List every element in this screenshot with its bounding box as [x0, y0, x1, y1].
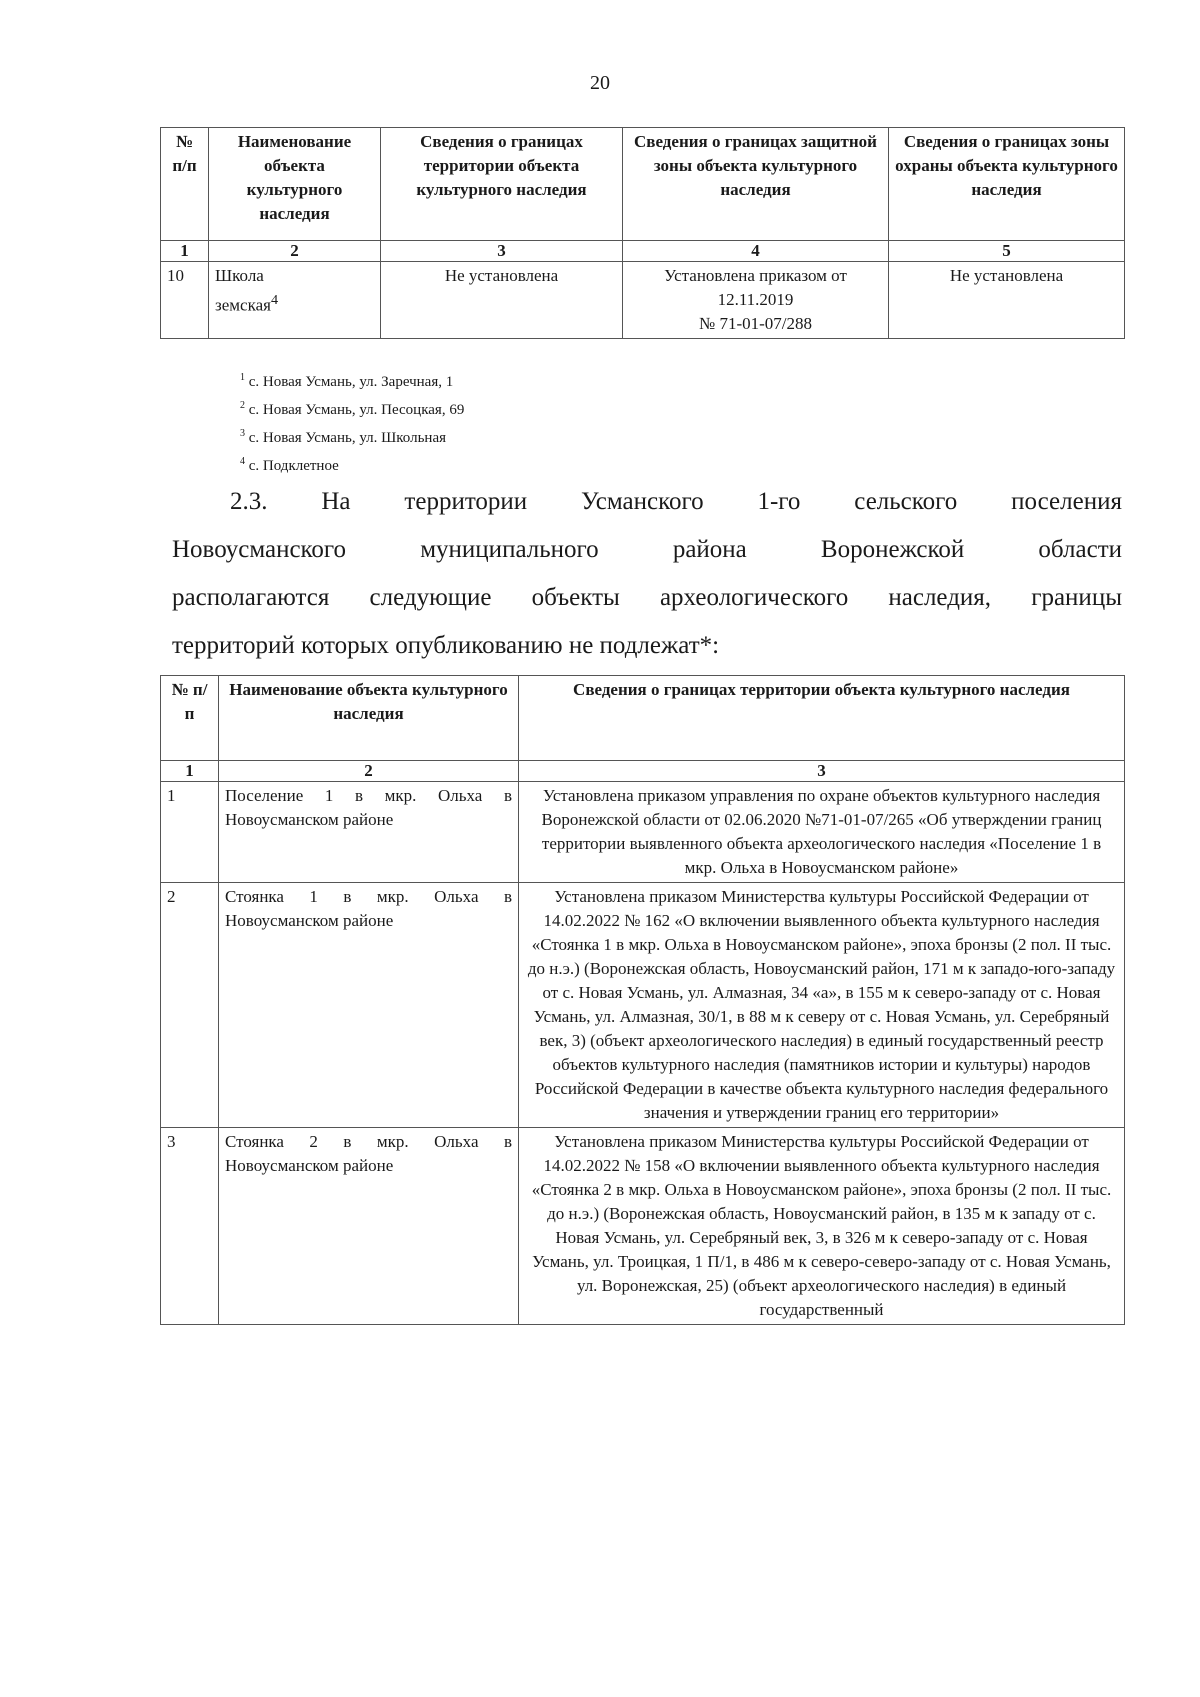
territory-info: Установлена приказом управления по охране объектов культурного наследия Воронежской области от 02.06.2020 №71-01-07/265 «Об утверждении границ территории выявленного объекта археологического наследия «Поселение 1 в мкр. Ольха в Новоусманском районе»: [519, 782, 1125, 883]
object-name: Поселение 1 в мкр. Ольха в Новоусманском районе: [219, 782, 519, 883]
header-cell: Наименование объекта культурного наследия: [209, 128, 381, 241]
column-number: 3: [381, 241, 623, 262]
footnotes: [240, 366, 464, 478]
object-name: Стоянка 1 в мкр. Ольха в Новоусманском районе: [219, 883, 519, 1128]
protection-zone-info: Не установлена: [889, 262, 1125, 339]
column-number: 1: [161, 761, 219, 782]
column-number: 3: [519, 761, 1125, 782]
table-header-row: [161, 128, 1125, 241]
section-paragraph: 2.3. На территории Усманского 1-го сельского поселения Новоусманского муниципального района Воронежской области располагаются следующие объекты археологического наследия, границы территорий которых опубликованию не подлежат*:: [172, 488, 1122, 659]
footnote: $^2$ с. Новая Усмань, ул. Песоцкая, 69: [240, 400, 465, 418]
column-number-row: [161, 241, 1125, 262]
row-number: 1: [161, 782, 219, 883]
row-number: 10: [161, 262, 209, 339]
column-number: 5: [889, 241, 1125, 262]
footnote-ref: 4: [270, 292, 279, 308]
table-row: [161, 1128, 1125, 1325]
table-header-row: [161, 676, 1125, 761]
table-row: [161, 262, 1125, 339]
column-number: 4: [623, 241, 889, 262]
page-number: 20: [590, 72, 610, 94]
column-number: 2: [209, 241, 381, 262]
column-number: 1: [161, 241, 209, 262]
header-cell: Сведения о границах защитной зоны объекта культурного наследия: [623, 128, 889, 241]
header-cell: Сведения о границах территории объекта культурного наследия: [381, 128, 623, 241]
territory-info: Не установлена: [381, 262, 623, 339]
row-number: 2: [161, 883, 219, 1128]
protective-zone-info: Установлена приказом от 12.11.2019 № 71-01-07/288: [623, 262, 889, 339]
table-row: [161, 883, 1125, 1128]
row-number: 3: [161, 1128, 219, 1325]
footnote: $^3$ с. Новая Усмань, ул. Школьная: [240, 428, 447, 446]
table-row: [161, 782, 1125, 883]
archaeological-objects-table: [160, 675, 1125, 1325]
header-cell: № п/п: [161, 676, 219, 761]
heritage-objects-table: [160, 127, 1125, 339]
column-number-row: [161, 761, 1125, 782]
object-name: Школа земская$^4$: [209, 262, 381, 339]
territory-info: Установлена приказом Министерства культуры Российской Федерации от 14.02.2022 № 162 «О включении выявленного объекта культурного наследия «Стоянка 1 в мкр. Ольха в Новоусманском районе», эпоха бронзы (2 пол. II тыс. до н.э.) (Воронежская область, Новоусманский район, 171 м к западо-юго-западу от с. Новая Усмань, ул. Алмазная, 34 «а», в 155 м к северо-западу от с. Новая Усмань, ул. Алмазная, 30/1, в 88 м к северу от с. Новая Усмань, ул. Серебряный век, 3) (объект археологического наследия) в единый государственный реестр объектов культурного наследия (памятников истории и культуры) народов Российской Федерации в качестве объекта культурного наследия федерального значения и утверждении границ его территории»: [519, 883, 1125, 1128]
footnote: $^4$ с. Подклетное: [240, 456, 339, 474]
column-number: 2: [219, 761, 519, 782]
object-name: Стоянка 2 в мкр. Ольха в Новоусманском районе: [219, 1128, 519, 1325]
header-cell: Наименование объекта культурного наследия: [219, 676, 519, 761]
footnote: $^1$ с. Новая Усмань, ул. Заречная, 1: [240, 372, 454, 390]
header-cell: № п/п: [161, 128, 209, 241]
header-cell: Сведения о границах территории объекта культурного наследия: [519, 676, 1125, 761]
territory-info: Установлена приказом Министерства культуры Российской Федерации от 14.02.2022 № 158 «О включении выявленного объекта культурного наследия «Стоянка 2 в мкр. Ольха в Новоусманском районе», эпоха бронзы (2 пол. II тыс. до н.э.) (Воронежская область, Новоусманский район, в 135 м к западу от с. Новая Усмань, ул. Серебряный век, 3, в 326 м к северо-западу от с. Новая Усмань, ул. Троицкая, 1 П/1, в 486 м к северо-северо-западу от с. Новая Усмань, ул. Воронежская, 25) (объект археологического наследия) в единый государственный: [519, 1128, 1125, 1325]
header-cell: Сведения о границах зоны охраны объекта культурного наследия: [889, 128, 1125, 241]
